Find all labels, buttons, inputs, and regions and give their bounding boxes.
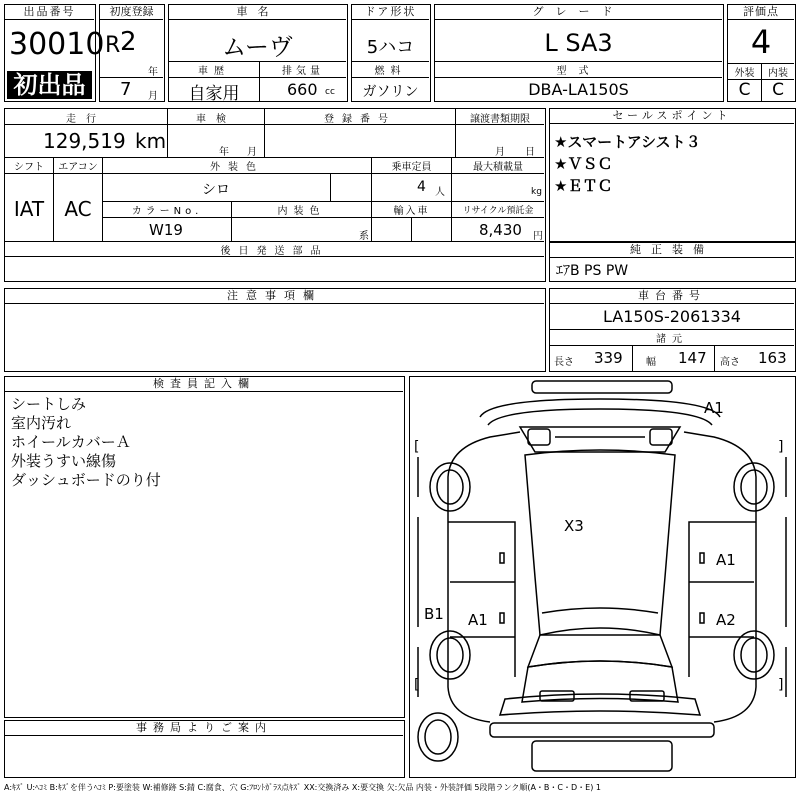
inspector-note-line: ダッシュボードのり付 xyxy=(11,471,161,489)
interior-color-label: 内装色 xyxy=(277,206,326,217)
equipment-value: ｴｱB PS PW xyxy=(556,263,629,279)
first-registration-label: 初度登録 xyxy=(100,5,163,20)
car-name: ムーヴ xyxy=(222,33,293,61)
grade-block xyxy=(434,4,724,102)
door-label: ドア形状 xyxy=(352,5,429,20)
month-unit: 月 xyxy=(148,91,158,102)
seats-unit: 人 xyxy=(435,187,445,198)
interior-label: 内装 xyxy=(768,68,788,79)
model-code: DBA-LA150S xyxy=(528,80,629,99)
air-conditioner: AC xyxy=(64,197,92,221)
inspector-note-line: シートしみ xyxy=(11,395,87,413)
registration-month: 7 xyxy=(120,79,132,100)
car-damage-diagram xyxy=(409,376,796,778)
transfer-day-unit: 日 xyxy=(525,147,535,158)
damage-mark-b1: B1 xyxy=(424,605,444,623)
height: 163 xyxy=(758,349,787,367)
registration-year: 2 xyxy=(120,27,137,57)
inspector-note-line: ホイールカバーＡ xyxy=(11,433,131,451)
exterior-color: シロ xyxy=(202,182,230,198)
recycle-unit: 円 xyxy=(533,231,543,242)
sales-point-item: ★ＥＴＣ xyxy=(554,177,613,195)
grade: L SA3 xyxy=(544,29,613,57)
grade-label: グレード xyxy=(435,5,722,20)
width: 147 xyxy=(678,349,707,367)
registration-number-label: 登録番号 xyxy=(324,114,396,125)
inspection-month-unit: 月 xyxy=(247,147,257,158)
mileage: 129,519 xyxy=(43,129,126,153)
max-load-unit: kg xyxy=(531,187,542,197)
transfer-deadline-label: 譲渡書類期限 xyxy=(470,114,530,125)
door-type: 5ハコ xyxy=(366,37,415,58)
length: 339 xyxy=(594,349,623,367)
width-label: 幅 xyxy=(646,357,656,368)
year-unit: 年 xyxy=(148,67,158,78)
car-history: 自家用 xyxy=(188,84,240,104)
inspector-note-line: 外装うすい線傷 xyxy=(11,452,117,470)
shift-label: シフト xyxy=(14,162,44,173)
lot-number: 30010 xyxy=(9,27,105,62)
displacement: 660 xyxy=(287,80,318,99)
seats-label: 乗車定員 xyxy=(391,162,432,173)
sales-points-label: セールスポイント xyxy=(550,109,794,124)
first-listing-badge: 初出品 xyxy=(7,71,92,99)
specs-label: 諸元 xyxy=(656,334,688,345)
transfer-month-unit: 月 xyxy=(495,147,505,158)
damage-mark-a1-right: A1 xyxy=(716,551,736,569)
first-registration-block xyxy=(99,4,165,102)
exterior-label: 外装 xyxy=(734,68,755,79)
later-parts-label: 後日発送部品 xyxy=(220,246,329,257)
mileage-unit: km xyxy=(135,129,167,153)
shift: IAT xyxy=(13,197,45,221)
chassis-block xyxy=(549,288,796,372)
score-label: 評価点 xyxy=(728,5,794,20)
car-outline xyxy=(410,377,794,776)
inspector-notes-block xyxy=(4,376,405,718)
lot-number-label: 出品番号 xyxy=(5,5,94,20)
displacement-unit: cc xyxy=(325,87,335,97)
interior-color-unit: 系 xyxy=(359,231,369,242)
chassis-number-label: 車台番号 xyxy=(550,289,794,304)
damage-mark-x3: X3 xyxy=(564,517,584,535)
import-car-label: 輸入車 xyxy=(393,206,430,217)
inspection-label: 車検 xyxy=(196,114,236,125)
mileage-label: 走行 xyxy=(66,114,106,125)
inspector-note-line: 室内汚れ xyxy=(11,414,72,432)
sales-points-block xyxy=(549,108,796,242)
sales-point-item: ★ＶＳＣ xyxy=(554,155,613,173)
interior-grade: C xyxy=(772,80,784,100)
bracket-mark: ] xyxy=(778,677,784,693)
car-name-label: 車名 xyxy=(169,5,346,20)
fuel-type: ガソリン xyxy=(362,84,419,100)
equipment-block xyxy=(549,242,796,282)
bracket-mark: [ xyxy=(414,677,420,693)
height-label: 高さ xyxy=(720,357,740,368)
office-info-label: 事務局よりご案内 xyxy=(5,721,403,736)
bracket-mark: ] xyxy=(778,439,784,455)
fuel-label: 燃料 xyxy=(374,66,407,77)
damage-mark-a1-top: A1 xyxy=(704,399,724,417)
door-block xyxy=(351,4,431,102)
exterior-grade: C xyxy=(738,80,751,100)
seats: 4 xyxy=(417,179,426,195)
lot-number-block xyxy=(4,4,105,102)
sales-point-item: ★スマートアシスト３ xyxy=(554,133,701,151)
color-number: W19 xyxy=(149,221,183,239)
length-label: 長さ xyxy=(554,357,574,368)
office-info-block xyxy=(4,720,405,778)
score: 4 xyxy=(750,23,772,61)
notes-label: 注意事項欄 xyxy=(5,289,544,304)
vehicle-info-block xyxy=(4,108,546,282)
equipment-label: 純正装備 xyxy=(550,243,794,258)
bracket-mark: [ xyxy=(414,439,420,455)
displacement-label: 排気量 xyxy=(282,66,324,77)
era-letter: R xyxy=(105,33,121,58)
chassis-number: LA150S-2061334 xyxy=(603,307,741,326)
exterior-color-label: 外装色 xyxy=(210,162,264,173)
damage-mark-a1-left: A1 xyxy=(468,611,488,629)
inspection-year-unit: 年 xyxy=(219,147,229,158)
ac-label: エアコン xyxy=(58,162,98,173)
score-block xyxy=(727,4,796,102)
recycle-deposit-label: リサイクル預託金 xyxy=(462,206,534,216)
notes-block xyxy=(4,288,546,372)
model-label: 型式 xyxy=(556,66,601,77)
inspector-notes-label: 検査員記入欄 xyxy=(5,377,403,392)
max-load-label: 最大積載量 xyxy=(473,162,523,173)
history-label: 車歴 xyxy=(198,66,230,77)
car-name-block xyxy=(168,4,348,102)
legend-footer: A:ｷｽﾞ U:ﾍｺﾐ B:ｷｽﾞを伴うﾍｺﾐ P:要塗装 W:補修跡 S:錆 C:腐食、穴 G:ﾌﾛﾝﾄｶﾞﾗｽ点ｷｽﾞ XX:交換済み X:要交換 欠:欠品 内装・外装評価 5段階ランク順(A・B・C・D・E) 1 xyxy=(4,783,601,792)
color-number-label: カラーNo. xyxy=(131,206,203,217)
recycle-deposit: 8,430 xyxy=(479,221,522,239)
damage-mark-a2: A2 xyxy=(716,611,736,629)
